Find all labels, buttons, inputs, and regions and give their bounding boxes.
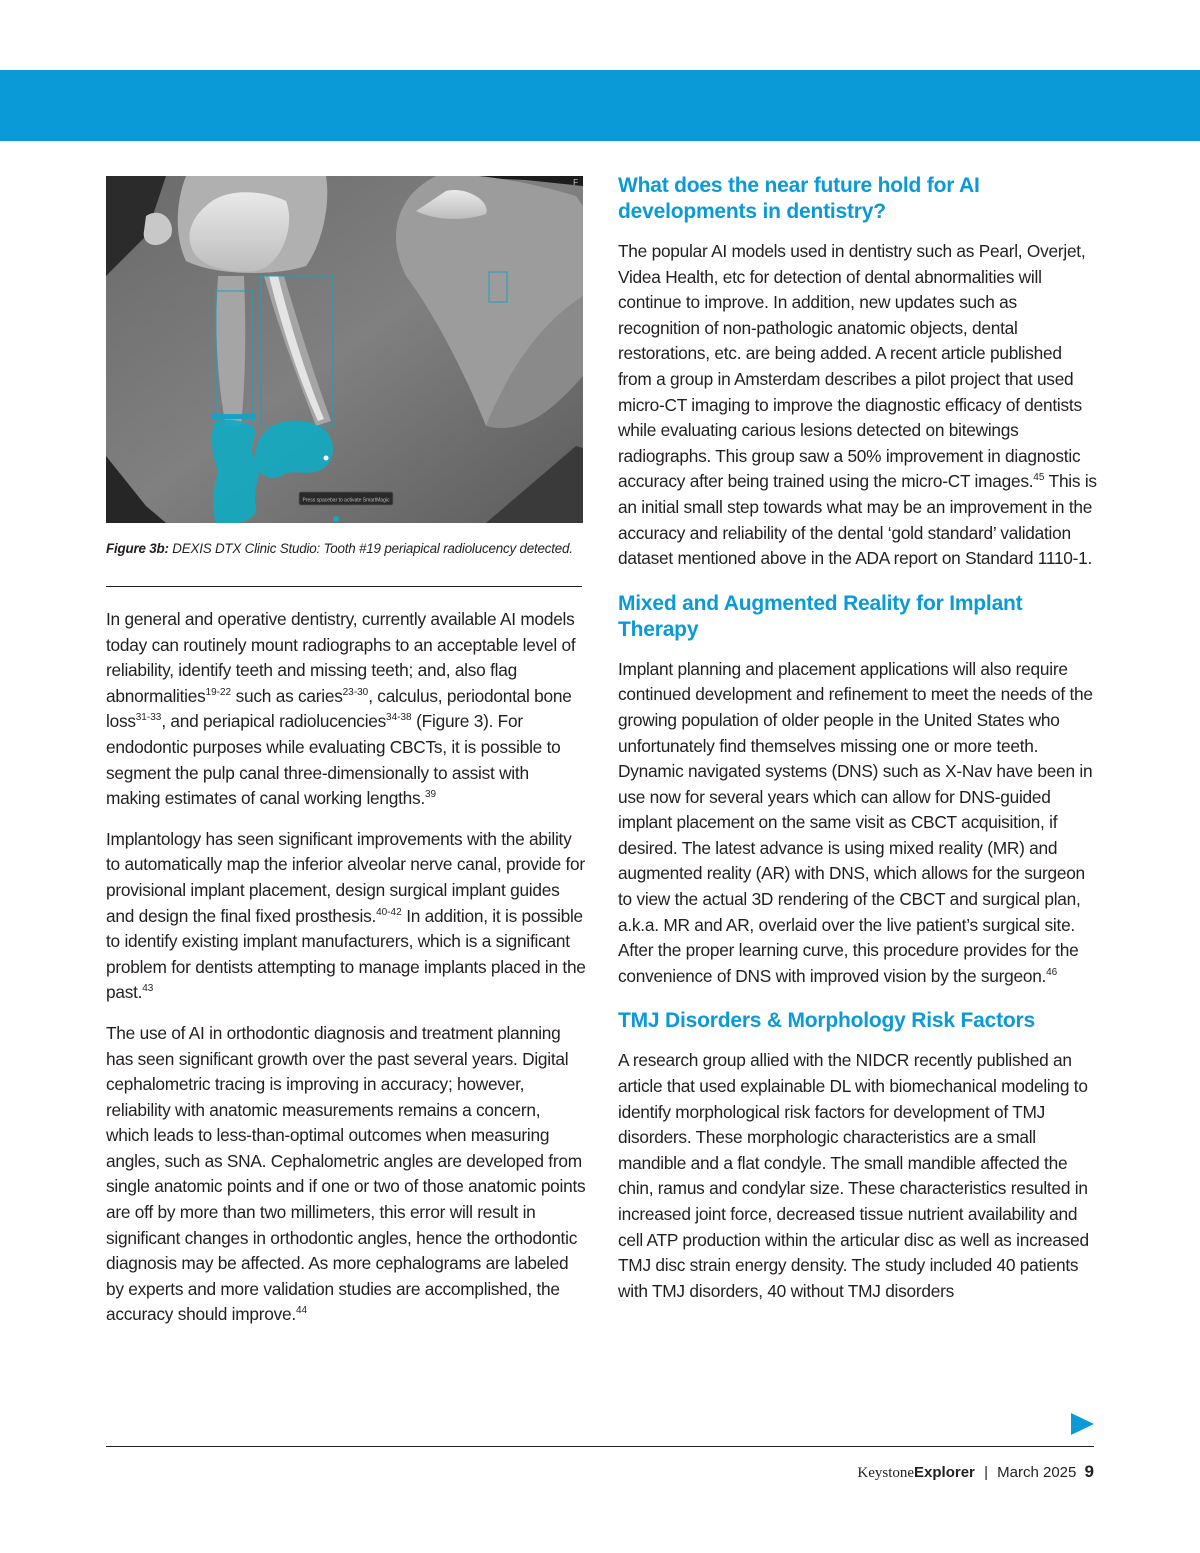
footer-brand-keystone: Keystone [857, 1465, 915, 1481]
radiograph-figure [106, 176, 583, 523]
paragraph-implantology: Implantology has seen significant improvements with the ability to automatically map the inferior alveolar nerve canal, provide for provisional implant placement, design surgical implant guides and design the final fixed prosthesis.$^{40-42}$ In addition, it is possible to identify existing implant manufacturers, which is a significant problem for dentists attempting to manage implants placed in the past.$^{43}$ [106, 828, 586, 1003]
heading-near-future: What does the near future hold for AI developments in dentistry? [618, 174, 980, 223]
paragraph-orthodontics: The use of AI in orthodontic diagnosis and treatment planning has seen significant growth over the past several years. Digital cephalometric tracing is improving in accuracy; however, reliability with anatomic measurements remains a concern, which leads to less-than-optimal outcomes when measuring angles, such as SNA. Cephalometric angles are developed from single anatomic points and if one or two of those anatomic points are off by more than two millimeters, this error will result in significant changes in orthodontic angles, hence the orthodontic diagnosis may be affected. As more cephalograms are labeled by experts and more validation studies are accomplished, the accuracy should improve.$^{44}$ [106, 1022, 586, 1325]
paragraph-near-future: The popular AI models used in dentistry such as Pearl, Overjet, Videa Health, etc for detection of dental abnormalities will continue to improve. In addition, new updates such as recognition of non-pathologic anatomic objects, dental restorations, etc. are being added. A recent article published from a group in Amsterdam describes a pilot project that used micro-CT imaging to improve the diagnostic efficacy of dentists while evaluating carious lesions detected on bitewings radiographs. This group saw a 50% improvement in diagnostic accuracy after being trained using the micro-CT images.$^{45}$ This is an initial small step towards what may be an improvement in the accuracy and reliability of the dental ‘gold standard’ validation dataset mentioned above in the ADA report on Standard 1110-1. [618, 241, 1097, 569]
left-column [106, 607, 586, 1328]
heading-tmj: TMJ Disorders & Morphology Risk Factors [618, 1009, 1035, 1033]
page-footer [857, 1462, 1094, 1482]
header-color-band [0, 70, 1200, 141]
caption-text: DEXIS DTX Clinic Studio: Tooth #19 periapical radiolucency detected. [168, 541, 573, 556]
page-number: 9 [1084, 1462, 1094, 1481]
continue-arrow-icon[interactable] [1071, 1413, 1094, 1435]
overlay-hint-text: Press spacebar to activate SmartMagic [302, 497, 390, 504]
caption-label: Figure 3b: [106, 541, 169, 556]
caption-divider [106, 586, 582, 587]
footer-brand-explorer: Explorer [914, 1464, 975, 1481]
footer-issue: March 2025 [997, 1464, 1077, 1481]
paragraph-tmj: A research group allied with the NIDCR recently published an article that used explainable DL with biomechanical modeling to identify morphological risk factors for development of TMJ disorders. These morphologic characteristics are a small mandible and a flat condyle. The small mandible affected the chin, ramus and condylar size. These characteristics resulted in increased joint force, decreased tissue nutrient availability and cell ATP production within the articular disc as well as increased TMJ disc strain energy density. The study included 40 patients with TMJ disorders, 40 without TMJ disorders [618, 1050, 1089, 1301]
footer-divider [106, 1446, 1094, 1447]
footer-separator: | [984, 1464, 988, 1481]
right-column [618, 173, 1098, 1323]
paragraph-general-dentistry: In general and operative dentistry, currently available AI models today can routinely mount radiographs to an acceptable level of reliability, identify teeth and missing teeth; and, also flag abnormalities$^{19-22}$ such as caries$^{23-30}$, calculus, periodontal bone loss$^{31-33}$, and periapical radiolucencies$^{34-38}$ (Figure 3). For endodontic purposes while evaluating CBCTs, it is possible to segment the pulp canal three-dimensionally to assist with making estimates of canal working lengths.$^{39}$ [106, 609, 576, 809]
heading-mixed-reality: Mixed and Augmented Reality for Implant Therapy [618, 591, 1023, 641]
figure-caption [106, 541, 596, 556]
corner-mark: F [573, 178, 578, 187]
paragraph-mixed-reality: Implant planning and placement applications will also require continued development and refinement to meet the needs of the growing population of older people in the United States who unfortunately find themselves missing one or more teeth. Dynamic navigated systems (DNS) such as X-Nav have been in use now for several years which can allow for DNS-guided implant placement on the same visit as CBCT acquisition, if desired. The latest advance is using mixed reality (MR) and augmented reality (AR) with DNS, which allows for the surgeon to view the actual 3D rendering of the CBCT and surgical plan, a.k.a. MR and AR, overlaid over the live patient’s surgical site. After the proper learning curve, this procedure provides for the convenience of DNS with improved vision by the surgeon.$^{46}$ [618, 658, 1093, 986]
